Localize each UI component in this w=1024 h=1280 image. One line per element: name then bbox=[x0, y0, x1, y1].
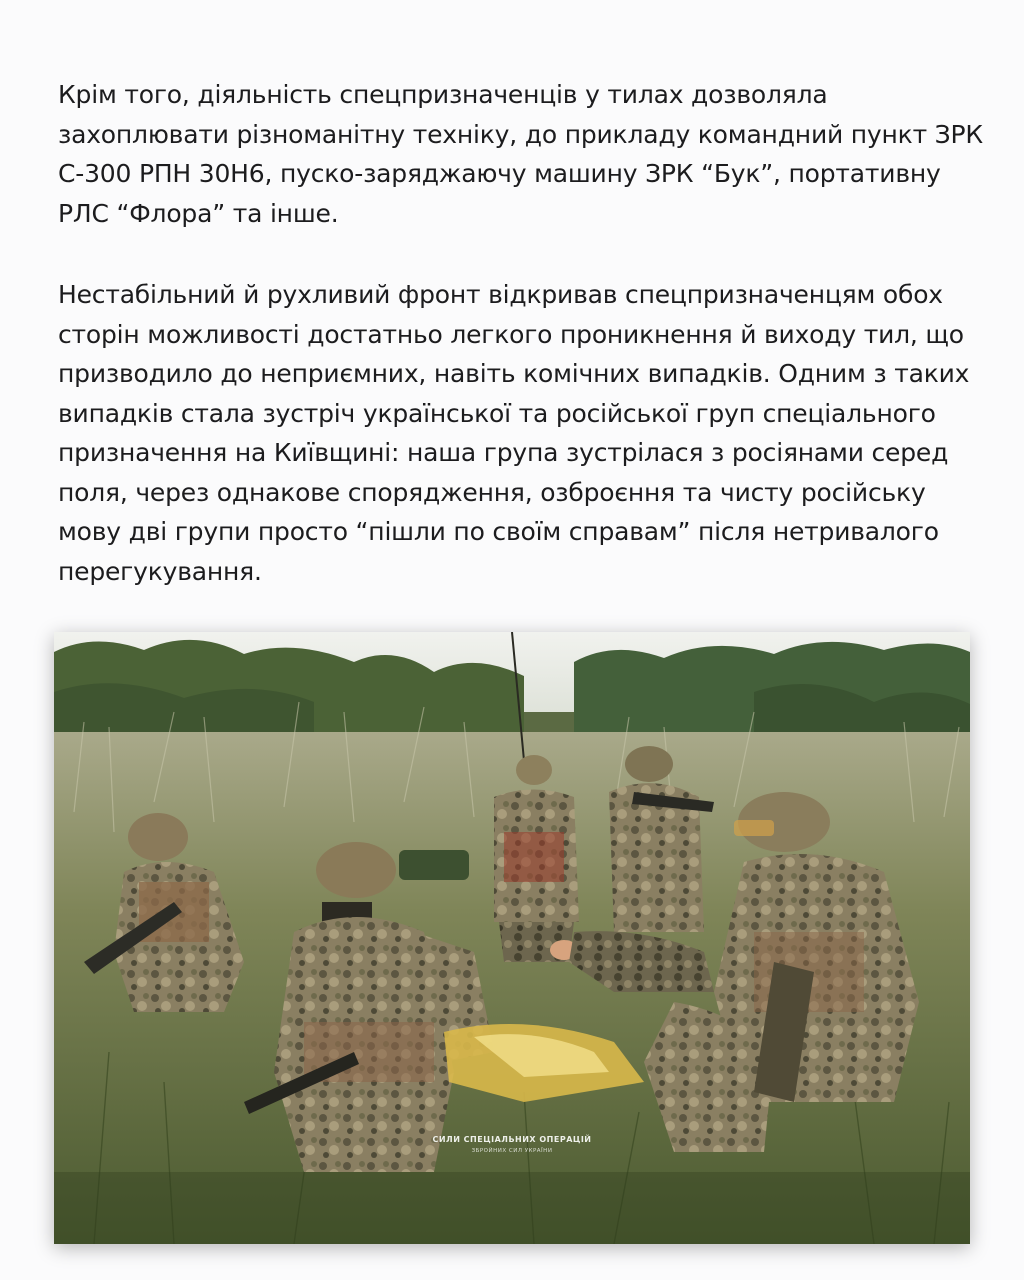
paragraph-line: сторін можливості достатньо легкого проникнення й виходу тил, що bbox=[58, 319, 964, 349]
photo-watermark-subtitle: ЗБРОЙНИХ СИЛ УКРАЇНИ bbox=[471, 1148, 553, 1154]
paragraph-line: призводило до неприємних, навіть комічних випадків. Одним з таких bbox=[58, 359, 970, 388]
paragraph-line: перегукування. bbox=[58, 556, 262, 586]
paragraph-line: випадків стала зустріч української та російської груп спеціального bbox=[58, 398, 936, 428]
paragraph-line: призначення на Київщині: наша група зустрілася з росіянами серед bbox=[58, 438, 949, 467]
paragraph-line: поля, через однакове спорядження, озброєння та чисту російську bbox=[58, 477, 926, 507]
paragraph-line: Крім того, діяльність спецпризначенців у тилах дозволяла bbox=[58, 80, 828, 109]
soldiers-field-photo bbox=[54, 632, 970, 1244]
paragraph-2 bbox=[58, 275, 988, 591]
paragraph-line: РЛС “Флора” та інше. bbox=[58, 198, 339, 228]
paragraph-line: мову дві групи просто “пішли по своїм справам” після нетривалого bbox=[58, 517, 939, 546]
paragraph-line: С-300 РПН 30Н6, пуско-заряджаючу машину ЗРК “Бук”, портативну bbox=[58, 159, 941, 188]
paragraph-line: захоплювати різноманітну техніку, до прикладу командний пункт ЗРК bbox=[58, 119, 983, 149]
photo-watermark-title: СИЛИ СПЕЦІАЛЬНИХ ОПЕРАЦІЙ bbox=[432, 1135, 592, 1144]
paragraph-line: Нестабільний й рухливий фронт відкривав спецпризначенцям обох bbox=[58, 280, 943, 309]
paragraph-1 bbox=[58, 75, 988, 233]
